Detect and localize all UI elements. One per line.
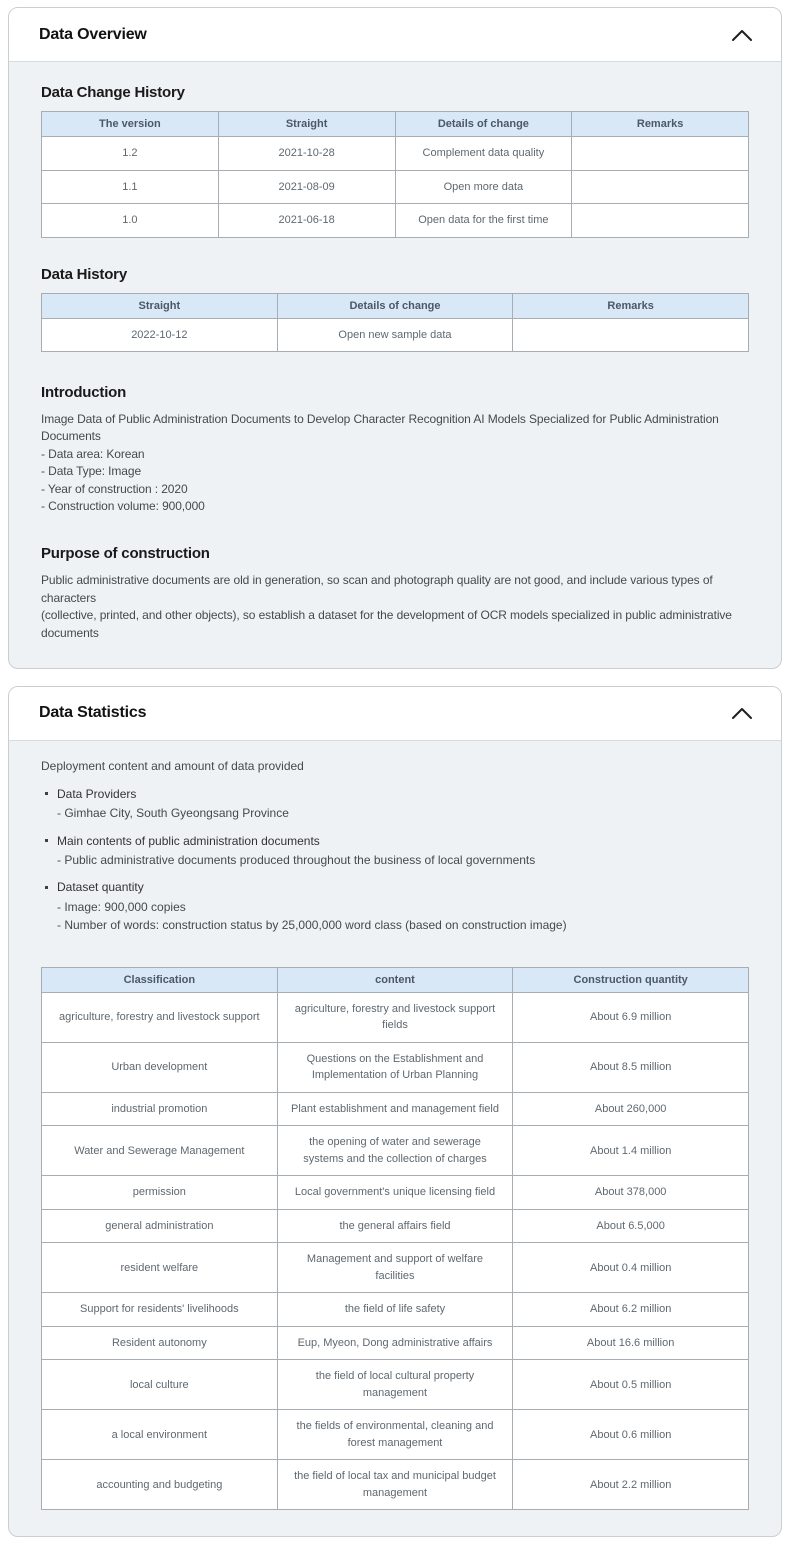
- table-row: [42, 1410, 749, 1460]
- introduction-line: - Year of construction : 2020: [41, 481, 188, 496]
- table-cell: accounting and budgeting: [42, 1460, 278, 1510]
- table-cell: a local environment: [42, 1410, 278, 1460]
- bullet-subline: - Image: 900,000 copies: [57, 899, 186, 914]
- bullet-icon: [45, 839, 48, 842]
- table-header-row: [42, 293, 749, 318]
- table-cell: Local government's unique licensing field: [277, 1176, 513, 1210]
- data-history-heading: Data History: [41, 265, 127, 283]
- introduction-line: - Construction volume: 900,000: [41, 498, 205, 513]
- bullet-label: Dataset quantity: [57, 880, 144, 895]
- table-cell: local culture: [42, 1360, 278, 1410]
- bullet-label: Data Providers: [57, 786, 137, 801]
- table-cell: resident welfare: [42, 1243, 278, 1293]
- table-cell: Support for residents' livelihoods: [42, 1293, 278, 1327]
- column-header: The version: [42, 112, 219, 137]
- table-cell: permission: [42, 1176, 278, 1210]
- table-cell: About 260,000: [513, 1092, 749, 1126]
- table-cell: 2021-06-18: [218, 204, 395, 238]
- bullet-icon: [45, 886, 48, 889]
- table-cell: the opening of water and sewerage systems and the collection of charges: [277, 1126, 513, 1176]
- table-cell: the field of life safety: [277, 1293, 513, 1327]
- change-history-table: [41, 111, 749, 238]
- table-cell: 2021-10-28: [218, 137, 395, 171]
- column-header: Classification: [42, 967, 278, 992]
- list-item: [43, 785, 749, 823]
- table-cell: 1.2: [42, 137, 219, 171]
- bullet-subline: - Public administrative documents produced throughout the business of local governments: [57, 852, 536, 867]
- table-cell: 1.0: [42, 204, 219, 238]
- table-cell: [513, 318, 749, 352]
- table-cell: About 0.6 million: [513, 1410, 749, 1460]
- table-cell: agriculture, forestry and livestock support: [42, 992, 278, 1042]
- purpose-line: Public administrative documents are old in generation, so scan and photograph quality are not good, and include various types of characters: [41, 573, 713, 605]
- bullet-subline: - Gimhae City, South Gyeongsang Province: [57, 806, 289, 821]
- purpose-heading: Purpose of construction: [41, 545, 210, 563]
- table-cell: Urban development: [42, 1042, 278, 1092]
- table-cell: About 378,000: [513, 1176, 749, 1210]
- table-cell: Questions on the Establishment and Implementation of Urban Planning: [277, 1042, 513, 1092]
- table-cell: the fields of environmental, cleaning and forest management: [277, 1410, 513, 1460]
- data-statistics-panel-body: [9, 741, 781, 1536]
- table-cell: About 8.5 million: [513, 1042, 749, 1092]
- table-cell: industrial promotion: [42, 1092, 278, 1126]
- table-header-row: [42, 967, 749, 992]
- table-cell: agriculture, forestry and livestock support fields: [277, 992, 513, 1042]
- table-cell: Complement data quality: [395, 137, 572, 171]
- table-cell: the general affairs field: [277, 1209, 513, 1243]
- statistics-intro: Deployment content and amount of data provided: [41, 758, 304, 773]
- column-header: Details of change: [277, 293, 513, 318]
- list-item: [43, 832, 749, 870]
- table-cell: the field of local tax and municipal budget management: [277, 1460, 513, 1510]
- introduction-line: - Data area: Korean: [41, 446, 145, 461]
- data-overview-panel: [8, 7, 782, 669]
- table-row: [42, 204, 749, 238]
- table-cell: Eup, Myeon, Dong administrative affairs: [277, 1326, 513, 1360]
- column-header: Remarks: [572, 112, 749, 137]
- bullet-label: Main contents of public administration documents: [57, 833, 320, 848]
- table-row: [42, 1209, 749, 1243]
- table-cell: Open more data: [395, 170, 572, 204]
- table-cell: [572, 137, 749, 171]
- bullet-icon: [45, 792, 48, 795]
- chevron-up-icon[interactable]: [731, 28, 753, 42]
- chevron-up-icon[interactable]: [731, 706, 753, 720]
- table-row: [42, 137, 749, 171]
- statistics-table-wrap: [41, 967, 749, 1511]
- table-cell: Resident autonomy: [42, 1326, 278, 1360]
- table-header-row: [42, 112, 749, 137]
- table-cell: About 0.4 million: [513, 1243, 749, 1293]
- introduction-text: [41, 411, 749, 515]
- column-header: Straight: [42, 293, 278, 318]
- panel-title: Data Overview: [39, 25, 147, 43]
- table-row: [42, 170, 749, 204]
- table-cell: About 0.5 million: [513, 1360, 749, 1410]
- table-row: [42, 992, 749, 1042]
- column-header: Straight: [218, 112, 395, 137]
- table-cell: 2022-10-12: [42, 318, 278, 352]
- table-cell: Management and support of welfare facilities: [277, 1243, 513, 1293]
- table-cell: About 6.9 million: [513, 992, 749, 1042]
- table-row: [42, 1360, 749, 1410]
- column-header: content: [277, 967, 513, 992]
- purpose-line: (collective, printed, and other objects), so establish a dataset for the development of OCR models specialized in public administrative documents: [41, 608, 732, 640]
- data-statistics-panel-header[interactable]: [9, 687, 781, 741]
- column-header: Details of change: [395, 112, 572, 137]
- table-cell: About 6.2 million: [513, 1293, 749, 1327]
- introduction-line: Image Data of Public Administration Documents to Develop Character Recognition AI Models Specialized for Public Administration Documents: [41, 412, 719, 444]
- table-cell: 2021-08-09: [218, 170, 395, 204]
- table-row: [42, 1243, 749, 1293]
- bullet-subline: - Number of words: construction status by 25,000,000 word class (based on construction image): [57, 918, 567, 933]
- table-cell: Open data for the first time: [395, 204, 572, 238]
- table-row: [42, 1460, 749, 1510]
- table-cell: About 6.5,000: [513, 1209, 749, 1243]
- table-cell: 1.1: [42, 170, 219, 204]
- data-overview-panel-body: [9, 62, 781, 668]
- data-history-table: [41, 293, 749, 353]
- introduction-line: - Data Type: Image: [41, 464, 142, 479]
- table-row: [42, 1126, 749, 1176]
- list-item: [43, 878, 749, 934]
- statistics-bullet-list: [43, 785, 749, 935]
- table-row: [42, 1293, 749, 1327]
- column-header: Construction quantity: [513, 967, 749, 992]
- purpose-text: [41, 572, 749, 642]
- data-statistics-panel: [8, 686, 782, 1537]
- table-row: [42, 1326, 749, 1360]
- column-header: Remarks: [513, 293, 749, 318]
- statistics-table: [41, 967, 749, 1511]
- table-cell: [572, 170, 749, 204]
- panel-title: Data Statistics: [39, 704, 147, 722]
- table-cell: Plant establishment and management field: [277, 1092, 513, 1126]
- table-row: [42, 318, 749, 352]
- change-history-heading: Data Change History: [41, 84, 185, 101]
- data-overview-panel-header[interactable]: [9, 8, 781, 62]
- introduction-heading: Introduction: [41, 384, 127, 401]
- table-cell: Open new sample data: [277, 318, 513, 352]
- table-row: [42, 1176, 749, 1210]
- table-row: [42, 1092, 749, 1126]
- table-cell: Water and Sewerage Management: [42, 1126, 278, 1176]
- table-cell: the field of local cultural property management: [277, 1360, 513, 1410]
- table-cell: About 2.2 million: [513, 1460, 749, 1510]
- table-cell: general administration: [42, 1209, 278, 1243]
- table-cell: About 1.4 million: [513, 1126, 749, 1176]
- table-cell: [572, 204, 749, 238]
- table-row: [42, 1042, 749, 1092]
- table-cell: About 16.6 million: [513, 1326, 749, 1360]
